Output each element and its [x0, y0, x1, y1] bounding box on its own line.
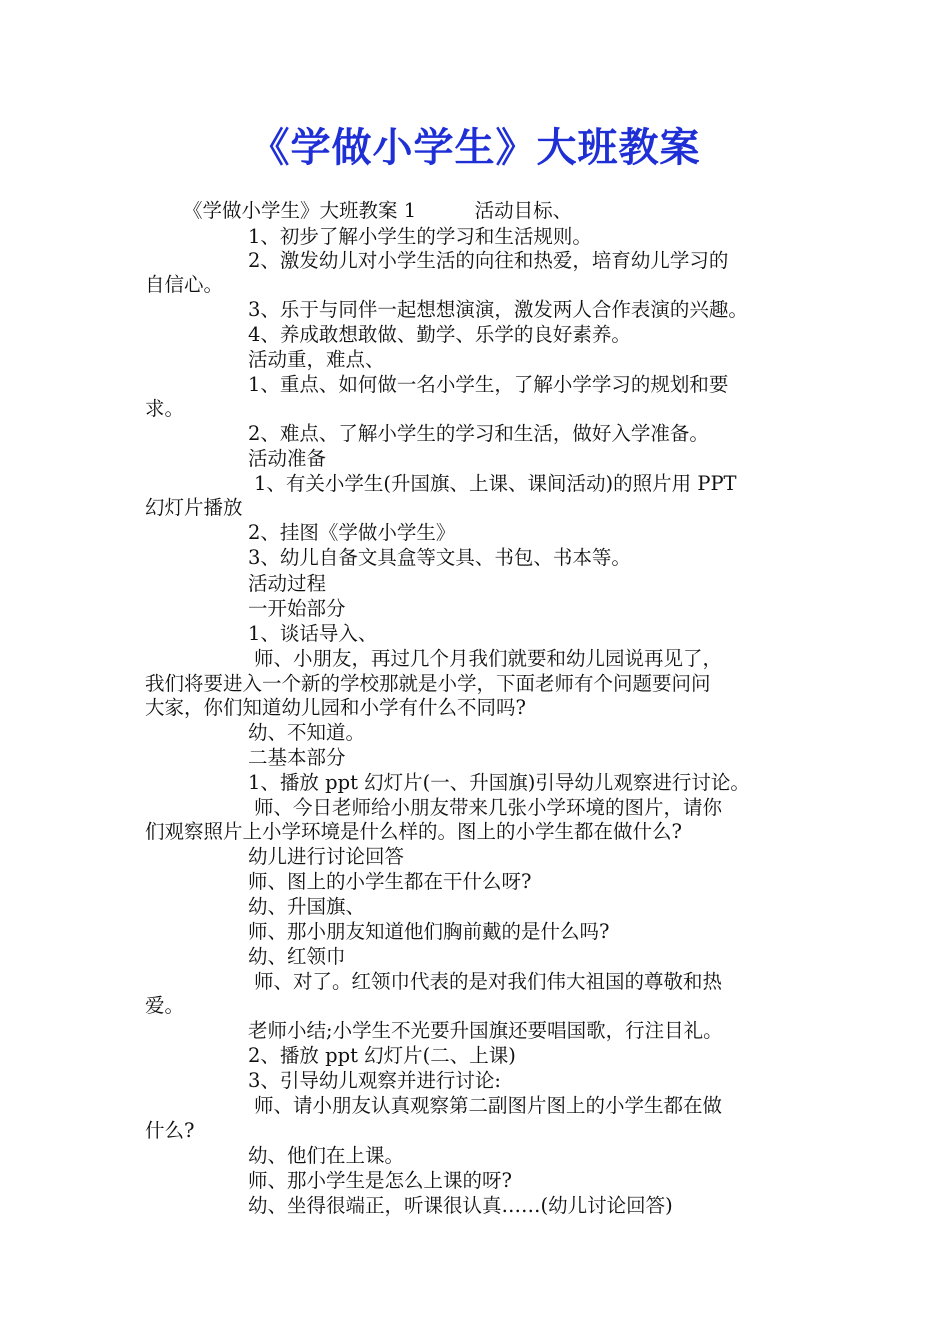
- text-line: 师、图上的小学生都在干什么呀?: [248, 870, 532, 893]
- text-line: 幼、升国旗、: [248, 895, 366, 918]
- text-line: 幼、红领巾: [248, 945, 346, 968]
- text-line: 老师小结;小学生不光要升国旗还要唱国歌，行注目礼。: [248, 1019, 723, 1042]
- text-line: 2、播放 ppt 幻灯片(二、上课): [248, 1044, 516, 1067]
- text-line: 们观察照片上小学环境是什么样的。图上的小学生都在做什么?: [145, 820, 682, 843]
- text-line: 幼、他们在上课。: [248, 1144, 405, 1167]
- text-line: 幼、不知道。: [248, 721, 366, 744]
- text-line: 幼、坐得很端正，听课很认真……(幼儿讨论回答): [248, 1194, 673, 1217]
- text-line: 2、激发幼儿对小学生活的向往和热爱，培育幼儿学习的: [248, 249, 729, 272]
- text-line: 师、那小学生是怎么上课的呀?: [248, 1169, 512, 1192]
- text-line: 活动过程: [248, 572, 327, 595]
- text-line: 1、有关小学生(升国旗、上课、课间活动)的照片用 PPT: [254, 472, 737, 495]
- text-line: 求。: [145, 397, 185, 420]
- text-line: 一开始部分: [248, 597, 346, 620]
- text-line: 3、引导幼儿观察并进行讨论:: [248, 1069, 501, 1092]
- text-line: 爱。: [145, 994, 185, 1017]
- text-line: 大家，你们知道幼儿园和小学有什么不同吗?: [145, 696, 526, 719]
- text-line: 我们将要进入一个新的学校那就是小学，下面老师有个问题要问问: [145, 672, 711, 695]
- text-line: 4、养成敢想敢做、勤学、乐学的良好素养。: [248, 323, 631, 346]
- text-line: 自信心。: [145, 273, 224, 296]
- text-line: 师、那小朋友知道他们胸前戴的是什么吗?: [248, 920, 610, 943]
- text-line: 幻灯片播放: [145, 496, 243, 519]
- text-line: 师、今日老师给小朋友带来几张小学环境的图片，请你: [254, 796, 723, 819]
- text-line: 幼儿进行讨论回答: [248, 845, 405, 868]
- text-line: 师、小朋友，再过几个月我们就要和幼儿园说再见了，: [254, 647, 723, 670]
- text-line: 3、乐于与同伴一起想想演演，激发两人合作表演的兴趣。: [248, 298, 748, 321]
- text-line: 1、重点、如何做一名小学生，了解小学学习的规划和要: [248, 373, 729, 396]
- text-line: 1、初步了解小学生的学习和生活规则。: [248, 225, 592, 248]
- text-line: 3、幼儿自备文具盒等文具、书包、书本等。: [248, 546, 631, 569]
- text-line: 《学做小学生》大班教案 1 活动目标、: [183, 199, 573, 222]
- text-line: 1、播放 ppt 幻灯片(一、升国旗)引导幼儿观察进行讨论。: [248, 771, 750, 794]
- text-line: 2、难点、了解小学生的学习和生活，做好入学准备。: [248, 422, 709, 445]
- text-line: 活动重，难点、: [248, 348, 385, 371]
- text-line: 活动准备: [248, 447, 327, 470]
- text-line: 二基本部分: [248, 746, 346, 769]
- text-line: 师、请小朋友认真观察第二副图片图上的小学生都在做: [254, 1094, 723, 1117]
- text-line: 什么?: [145, 1119, 195, 1142]
- document-title: 《学做小学生》大班教案: [249, 125, 701, 171]
- text-line: 2、挂图《学做小学生》: [248, 521, 456, 544]
- text-line: 1、谈话导入、: [248, 622, 378, 645]
- text-line: 师、对了。红领巾代表的是对我们伟大祖国的尊敬和热: [254, 970, 723, 993]
